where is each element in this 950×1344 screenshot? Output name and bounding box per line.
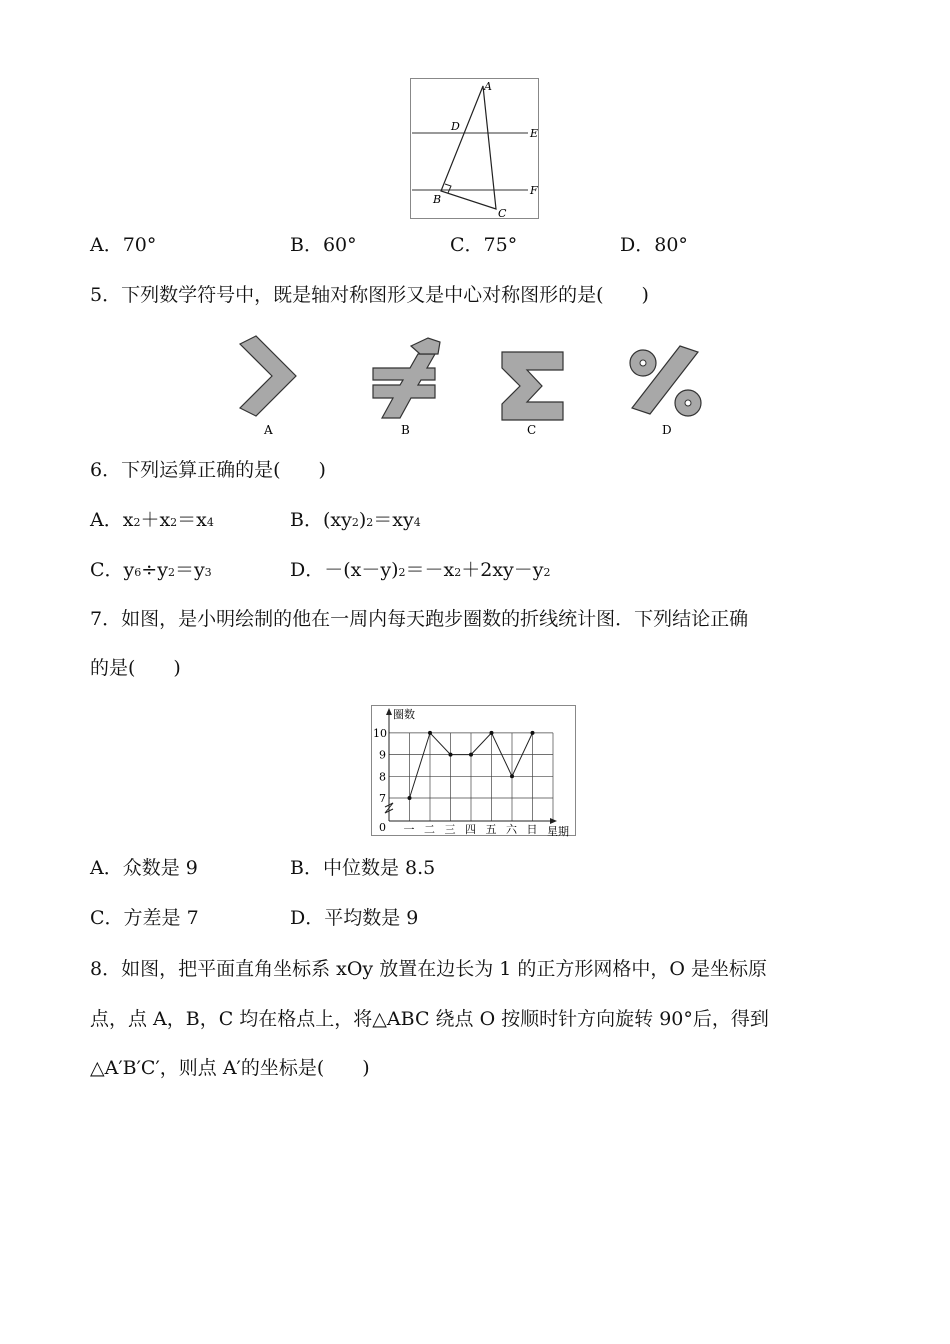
x-tick-label: 二 — [424, 823, 435, 836]
sigma-symbol — [502, 352, 563, 420]
symbol-label-d: D — [662, 423, 672, 437]
q4-option-a: A．70° — [90, 234, 157, 256]
q8-stem-line1: 8．如图，把平面直角坐标系 xOy 放置在边长为 1 的正方形网格中，O 是坐标原 — [90, 958, 767, 980]
percent-symbol — [630, 346, 701, 416]
math-symbols-figure — [230, 334, 720, 440]
q6-option-a: A．x2＋x2＝x4 — [90, 509, 214, 531]
data-point — [531, 731, 535, 735]
q7-option-a: A．众数是 9 — [90, 857, 198, 879]
x-tick-label: 一 — [403, 823, 415, 836]
symbol-label-b: B — [401, 423, 410, 437]
y-tick-label: 9 — [379, 748, 386, 762]
q7-stem-line2: 的是( ) — [90, 657, 181, 679]
x-axis-title: 星期 — [547, 825, 569, 837]
data-point — [408, 796, 412, 800]
label-F: F — [530, 184, 538, 197]
y-axis-title: 圈数 — [393, 708, 415, 721]
y-tick-label: 10 — [373, 726, 387, 740]
data-point — [510, 774, 514, 778]
label-A: A — [484, 80, 492, 93]
y-tick-label: 0 — [379, 821, 386, 834]
y-tick-label: 8 — [379, 770, 386, 784]
x-tick-label: 三 — [444, 823, 456, 836]
q6-option-b: B．(xy2)2＝xy4 — [290, 509, 421, 531]
label-B: B — [433, 193, 442, 206]
triangle-parallel-lines-figure — [410, 78, 540, 220]
symbol-label-c: C — [527, 423, 537, 437]
y-tick-label: 7 — [379, 792, 386, 805]
not-equal-symbol — [373, 338, 440, 418]
label-E: E — [530, 127, 539, 140]
q8-stem-line2: 点，点 A，B，C 均在格点上，将△ABC 绕点 O 按顺时针方向旋转 90°后，得到 — [90, 1008, 769, 1030]
data-point — [469, 753, 473, 757]
x-tick-label: 四 — [465, 823, 476, 836]
laps-line-chart — [371, 705, 577, 837]
symbol-label-a: A — [264, 423, 273, 437]
q8-stem-line3: △A′B′C′，则点 A′的坐标是( ) — [90, 1057, 370, 1079]
data-point — [449, 753, 453, 757]
q6-option-c: C．y6÷y2＝y3 — [90, 559, 212, 581]
label-C: C — [498, 207, 507, 220]
q7-option-b: B．中位数是 8.5 — [290, 857, 436, 879]
q6-stem: 6．下列运算正确的是( ) — [90, 459, 326, 481]
q7-stem-line1: 7．如图，是小明绘制的他在一周内每天跑步圈数的折线统计图．下列结论正确 — [90, 608, 749, 630]
greater-than-symbol — [240, 336, 296, 416]
q7-option-c: C．方差是 7 — [90, 907, 199, 929]
x-tick-label: 日 — [526, 823, 538, 836]
q6-option-d: D．－(x－y)2＝－x2＋2xy－y2 — [290, 559, 551, 581]
q5-stem: 5．下列数学符号中，既是轴对称图形又是中心对称图形的是( ) — [90, 284, 649, 306]
data-point — [490, 731, 494, 735]
x-tick-label: 五 — [485, 823, 497, 836]
q4-option-d: D．80° — [620, 234, 688, 256]
q4-option-c: C．75° — [450, 234, 518, 256]
label-D: D — [451, 120, 460, 133]
q7-option-d: D．平均数是 9 — [290, 907, 419, 929]
data-point — [428, 731, 432, 735]
q4-option-b: B．60° — [290, 234, 357, 256]
x-tick-label: 六 — [506, 823, 517, 836]
